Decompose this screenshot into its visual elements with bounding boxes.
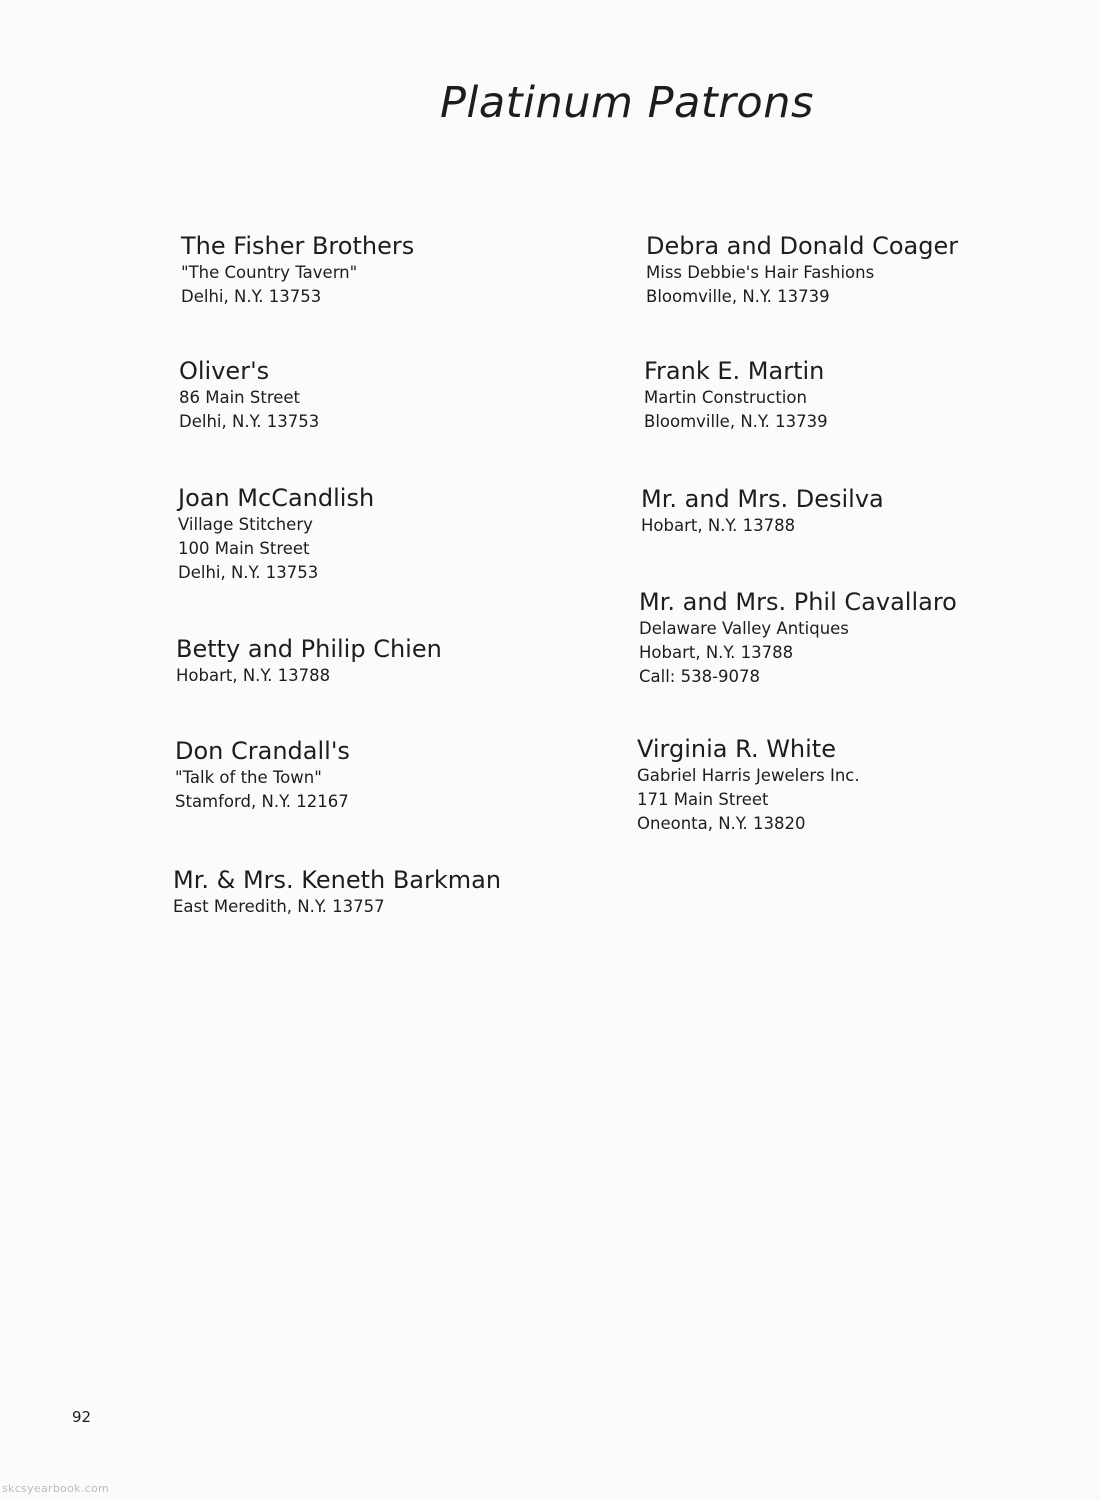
patron-name: Mr. and Mrs. Desilva: [641, 485, 884, 513]
patron-entry: [176, 634, 596, 688]
patron-entry: [179, 356, 599, 434]
patron-name: Frank E. Martin: [644, 357, 825, 385]
patron-entry: [641, 484, 1061, 538]
patron-detail-line: Bloomville, N.Y. 13739: [644, 412, 828, 431]
patron-name: Mr. & Mrs. Keneth Barkman: [173, 866, 502, 894]
patron-name: Mr. and Mrs. Phil Cavallaro: [639, 588, 957, 616]
patron-detail-line: 171 Main Street: [637, 790, 769, 809]
patron-name: The Fisher Brothers: [181, 232, 415, 260]
patron-entry: [175, 736, 595, 814]
patron-entry: [639, 587, 1059, 689]
patron-name: Joan McCandlish: [178, 484, 375, 512]
page-number: 92: [72, 1408, 92, 1426]
page-title: Platinum Patrons: [440, 78, 814, 128]
patron-entry: [181, 231, 601, 309]
patron-detail-line: "The Country Tavern": [181, 263, 358, 282]
patron-detail-line: Hobart, N.Y. 13788: [641, 516, 796, 535]
patron-detail-line: Stamford, N.Y. 12167: [175, 792, 349, 811]
patron-detail-line: 100 Main Street: [178, 539, 310, 558]
patron-detail-line: Hobart, N.Y. 13788: [176, 666, 331, 685]
patron-entry: [644, 356, 1064, 434]
patron-detail-line: Delhi, N.Y. 13753: [178, 563, 319, 582]
patron-name: Oliver's: [179, 357, 270, 385]
patron-detail-line: Gabriel Harris Jewelers Inc.: [637, 766, 860, 785]
patron-detail-line: Delhi, N.Y. 13753: [181, 287, 322, 306]
patron-entry: [173, 865, 593, 919]
patron-entry: [178, 483, 598, 585]
patron-entry: [646, 231, 1066, 309]
patron-detail-line: Bloomville, N.Y. 13739: [646, 287, 830, 306]
patron-detail-line: Village Stitchery: [178, 515, 313, 534]
patron-detail-line: Delaware Valley Antiques: [639, 619, 849, 638]
patron-detail-line: Call: 538-9078: [639, 667, 761, 686]
patron-name: Don Crandall's: [175, 737, 350, 765]
patron-detail-line: Miss Debbie's Hair Fashions: [646, 263, 875, 282]
patron-detail-line: Oneonta, N.Y. 13820: [637, 814, 806, 833]
patron-detail-line: "Talk of the Town": [175, 768, 322, 787]
watermark-text: skcsyearbook.com: [2, 1482, 110, 1495]
patron-detail-line: East Meredith, N.Y. 13757: [173, 897, 385, 916]
patron-name: Debra and Donald Coager: [646, 232, 959, 260]
patron-name: Betty and Philip Chien: [176, 635, 442, 663]
patron-detail-line: Martin Construction: [644, 388, 807, 407]
patron-detail-line: Delhi, N.Y. 13753: [179, 412, 320, 431]
patron-name: Virginia R. White: [637, 735, 836, 763]
patron-detail-line: Hobart, N.Y. 13788: [639, 643, 794, 662]
patron-entry: [637, 734, 1057, 836]
patron-detail-line: 86 Main Street: [179, 388, 301, 407]
